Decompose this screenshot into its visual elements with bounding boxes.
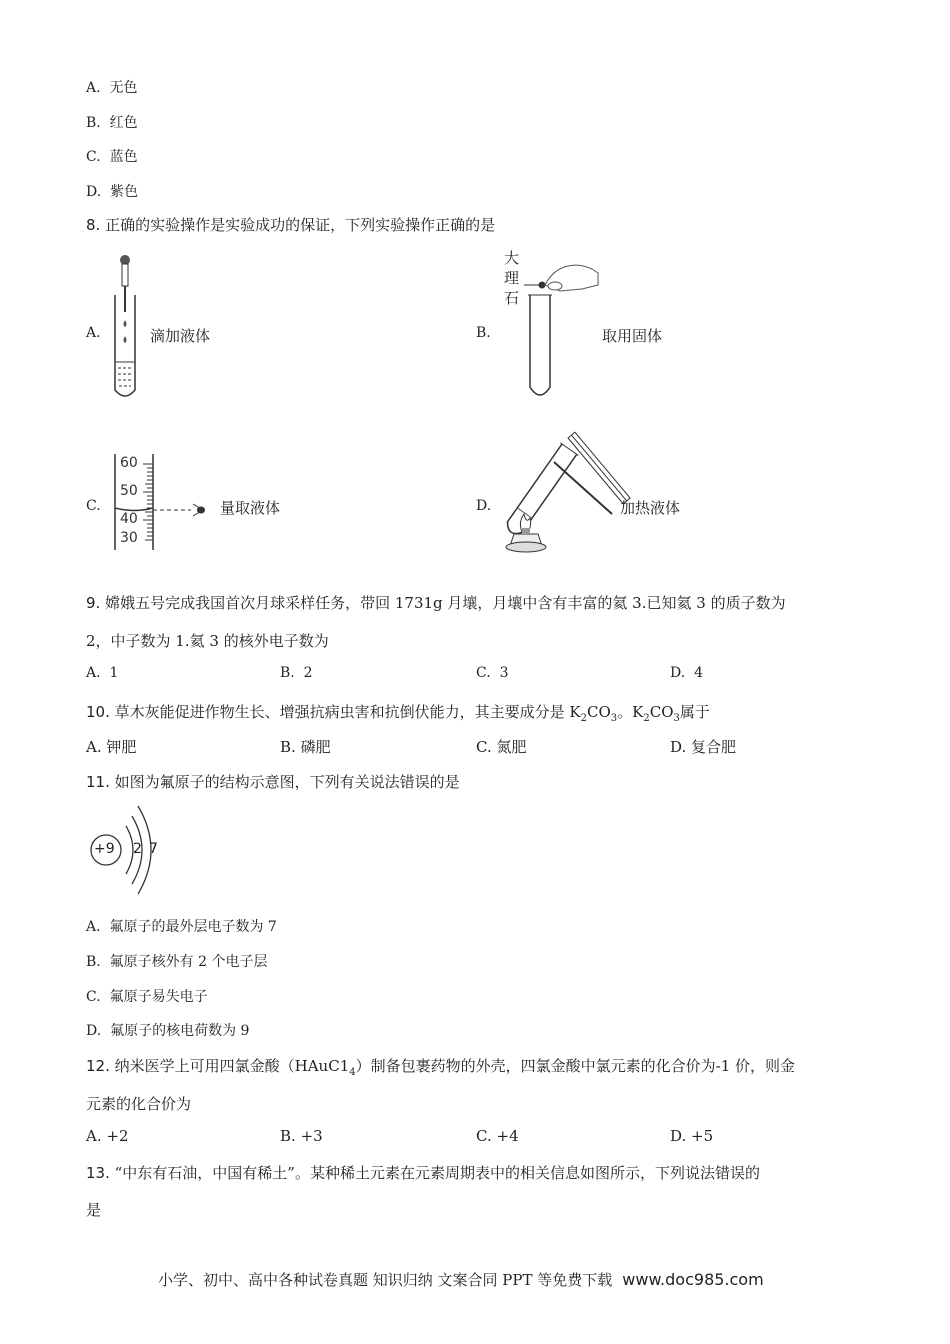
footer-text: 小学、初中、高中各种试卷真题 知识归纳 文案合同 PPT 等免费下载 (158, 1271, 613, 1289)
q9-option-a (86, 665, 118, 681)
q8-stem (86, 214, 495, 235)
question-text: ）制备包裹药物的外壳，四氯金酸中氯元素的化合价为-1 价，则金 (355, 1057, 796, 1075)
question-number: 13. (86, 1164, 110, 1182)
question-text: 正确的实验操作是实验成功的保证，下列实验操作正确的是 (105, 216, 496, 234)
q9-option-b (280, 665, 313, 681)
option-text: +5 (691, 1127, 714, 1145)
footer-url[interactable]: www.doc985.com (622, 1270, 764, 1289)
q12-option-b (280, 1127, 323, 1145)
option-letter: B. (86, 954, 101, 970)
option-text: 2 (303, 665, 313, 681)
question-number: 11. (86, 773, 110, 791)
option-letter: D. (670, 1127, 687, 1145)
subscript: 3 (610, 713, 618, 724)
option-text: 磷肥 (300, 738, 331, 756)
q9-stem-line2: 2，中子数为 1.氦 3 的核外电子数为 (86, 632, 329, 650)
q8-option-b-letter: B. (476, 325, 491, 341)
q10-option-a (86, 736, 136, 757)
page-footer (158, 1269, 764, 1290)
option-letter: B. (86, 115, 101, 131)
question-number: 9. (86, 594, 101, 612)
tick-label: 50 (120, 483, 138, 499)
option-text: 无色 (109, 80, 138, 96)
option-letter: C. (86, 149, 101, 165)
q10-stem (86, 701, 710, 724)
tick-label: 60 (120, 455, 138, 471)
option-text: 3 (499, 665, 509, 681)
q10-option-b (280, 736, 331, 757)
q8-option-c-caption: 量取液体 (220, 499, 281, 517)
question-number: 8. (86, 216, 101, 234)
test-tube-figure (520, 255, 610, 405)
option-text: 氟原子的最外层电子数为 7 (109, 919, 277, 935)
subscript: 2 (643, 713, 650, 724)
q8-option-a-caption: 滴加液体 (150, 327, 211, 345)
label-char: 石 (504, 289, 520, 307)
q13-stem-line1 (86, 1162, 760, 1183)
label-char: 大 (504, 249, 520, 267)
option-letter: D. (670, 665, 686, 681)
q9-option-c (476, 665, 509, 681)
option-letter: D. (86, 1023, 102, 1039)
q11-option-b (86, 951, 267, 971)
option-text: 氟原子的核电荷数为 9 (110, 1023, 250, 1039)
tick-label: 30 (120, 530, 138, 546)
marble-label (504, 248, 519, 308)
question-text: 纳米医学上可用四氯金酸（HAuC1 (114, 1057, 350, 1075)
option-letter: A. (86, 919, 101, 935)
option-letter: B. (280, 665, 295, 681)
q8-option-d-letter: D. (476, 498, 492, 514)
option-text: 氮肥 (496, 738, 527, 756)
subscript: 2 (580, 713, 587, 724)
option-text: 红色 (109, 115, 138, 131)
subscript: 4 (349, 1067, 356, 1078)
question-text: CO (587, 703, 611, 721)
q11-stem (86, 771, 460, 792)
question-text: 。K (617, 703, 644, 721)
option-text: 氟原子核外有 2 个电子层 (109, 954, 268, 970)
option-text: 4 (694, 665, 704, 681)
question-number: 10. (86, 703, 110, 721)
option-letter: C. (86, 989, 101, 1005)
option-letter: A. (86, 1127, 102, 1145)
question-text: 属于 (679, 703, 710, 721)
option-text: 复合肥 (691, 738, 737, 756)
shell-electrons: 7 (149, 841, 158, 857)
option-letter: C. (476, 1127, 492, 1145)
q7-option-a (86, 77, 137, 97)
option-letter: A. (86, 80, 101, 96)
question-text: 草木灰能促进作物生长、增强抗病虫害和抗倒伏能力，其主要成分是 K (114, 703, 581, 721)
q11-option-a (86, 916, 277, 936)
option-text: +2 (106, 1127, 129, 1145)
question-text: “中东有石油，中国有稀土”。某种稀土元素在元素周期表中的相关信息如图所示，下列说法错误的 (114, 1164, 760, 1182)
q8-option-b-caption: 取用固体 (602, 327, 663, 345)
option-letter: A. (86, 665, 101, 681)
q7-option-c (86, 146, 138, 166)
q10-option-c (476, 736, 527, 757)
dropper-figure (108, 250, 148, 400)
q7-option-b (86, 112, 138, 132)
q12-stem-line2: 元素的化合价为 (86, 1095, 192, 1113)
q9-option-d (670, 665, 703, 681)
q9-stem-line1 (86, 592, 786, 613)
q12-stem-line1 (86, 1055, 795, 1078)
option-text: 1 (109, 665, 119, 681)
question-text: CO (649, 703, 674, 721)
option-text: 紫色 (110, 184, 139, 200)
option-text: 氟原子易失电子 (109, 989, 208, 1005)
q12-option-d (670, 1127, 713, 1145)
label-char: 理 (504, 269, 520, 287)
q7-option-d (86, 181, 138, 201)
tick-label: 40 (120, 511, 138, 527)
subscript: 3 (673, 713, 680, 724)
q8-option-d-caption: 加热液体 (620, 499, 681, 517)
q13-stem-line2: 是 (86, 1201, 102, 1219)
q12-option-c (476, 1127, 519, 1145)
option-letter: A. (86, 738, 102, 756)
nucleus-charge: +9 (94, 841, 115, 857)
q11-option-d (86, 1020, 249, 1040)
option-text: +4 (496, 1127, 519, 1145)
q10-option-d (670, 736, 736, 757)
heating-figure (500, 438, 615, 556)
option-text: 蓝色 (109, 149, 138, 165)
q11-option-c (86, 986, 208, 1006)
option-letter: C. (476, 738, 492, 756)
question-text: 如图为氟原子的结构示意图，下列有关说法错误的是 (114, 773, 460, 791)
option-letter: B. (280, 1127, 296, 1145)
option-letter: C. (476, 665, 491, 681)
q8-option-a-letter: A. (86, 325, 101, 341)
option-text: 钾肥 (106, 738, 137, 756)
question-number: 12. (86, 1057, 110, 1075)
option-letter: B. (280, 738, 296, 756)
q12-option-a (86, 1127, 129, 1145)
shell-electrons: 2 (133, 841, 142, 857)
q8-option-c-letter: C. (86, 498, 101, 514)
question-text: 嫦娥五号完成我国首次月球采样任务，带回 1731g 月壤，月壤中含有丰富的氦 3.已知氦 3 的质子数为 (105, 594, 786, 612)
option-letter: D. (670, 738, 687, 756)
option-text: +3 (300, 1127, 323, 1145)
option-letter: D. (86, 184, 102, 200)
